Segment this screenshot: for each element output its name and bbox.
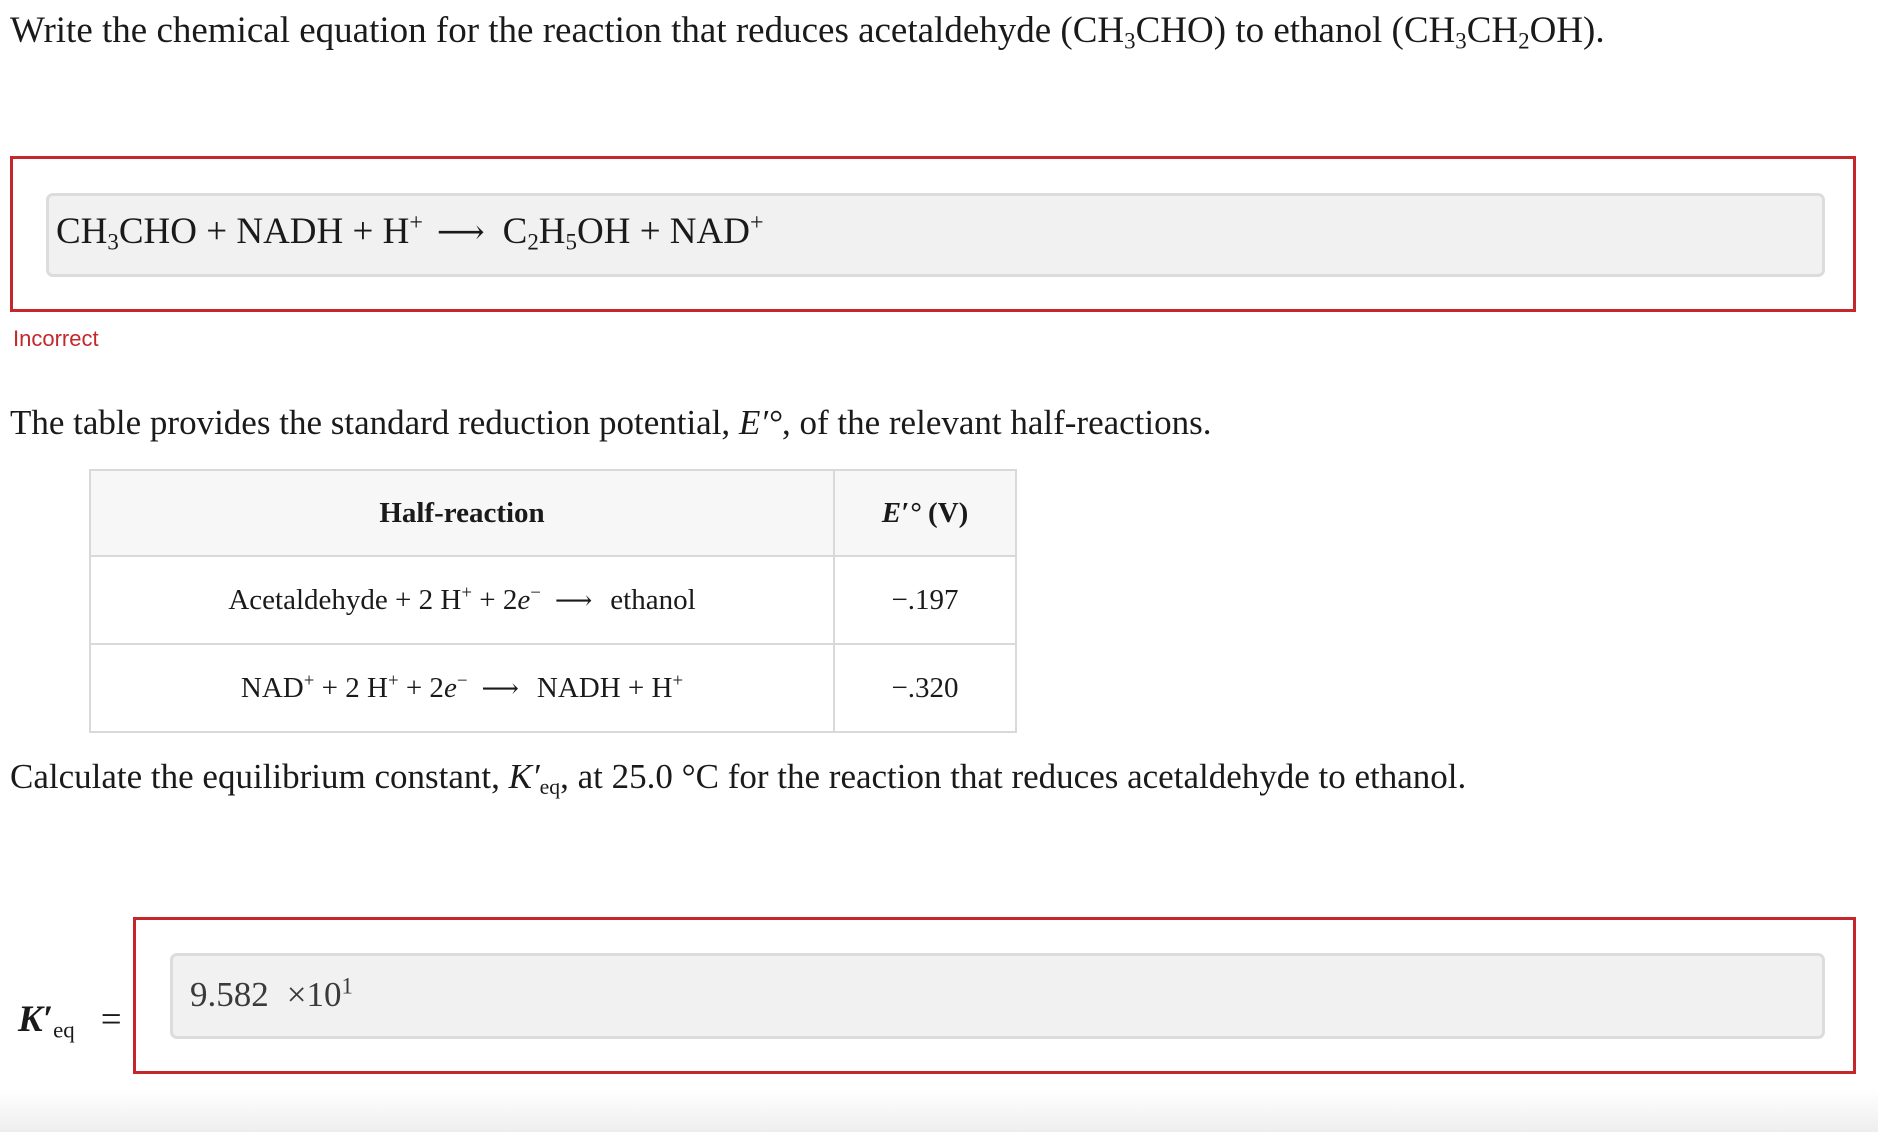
k-eq-input-field[interactable] (170, 953, 1825, 1039)
header-potential: E′° (V) (834, 470, 1016, 556)
potential-cell: −.197 (834, 556, 1016, 644)
half-reaction-cell: Acetaldehyde + 2 H+ + 2e− ⟶ ethanol (90, 556, 834, 644)
answer-1-status: Incorrect (13, 326, 99, 351)
page-bottom-edge (0, 1090, 1878, 1132)
table-intro-text: The table provides the standard reduction potential, E′°, of the relevant half-reactions. (10, 403, 1212, 442)
k-eq-label: $K'_{eq}$ = (18, 999, 122, 1043)
reaction-arrow: ⟶ (436, 214, 485, 251)
k-eq-answer-value[interactable]: $9.582 \times 10^1$ (190, 973, 353, 1014)
question-1-text: Write the chemical equation for the reaction that reduces acetaldehyde $(CH_3CHO)$ to ethanol $(CH_3CH_2OH)$. (10, 10, 1605, 54)
table-header-row (90, 470, 1016, 556)
header-half-reaction: Half-reaction (90, 470, 834, 556)
potential-cell: −.320 (834, 644, 1016, 732)
question-2-text: Calculate the equilibrium constant, $K'_{eq}$, at 25.0 °C for the reaction that reduces acetaldehyde to ethanol. (10, 757, 1467, 800)
half-reaction-cell: NAD+ + 2 H+ + 2e− ⟶ NADH + H+ (90, 644, 834, 732)
table-row (90, 644, 1016, 732)
half-reaction-table (89, 469, 1017, 733)
table-row (90, 556, 1016, 644)
equation-answer-text[interactable]: $CH_3CHO$ + NADH + H+ ⟶ $C_2H_5OH + NAD^+$ (56, 204, 764, 261)
